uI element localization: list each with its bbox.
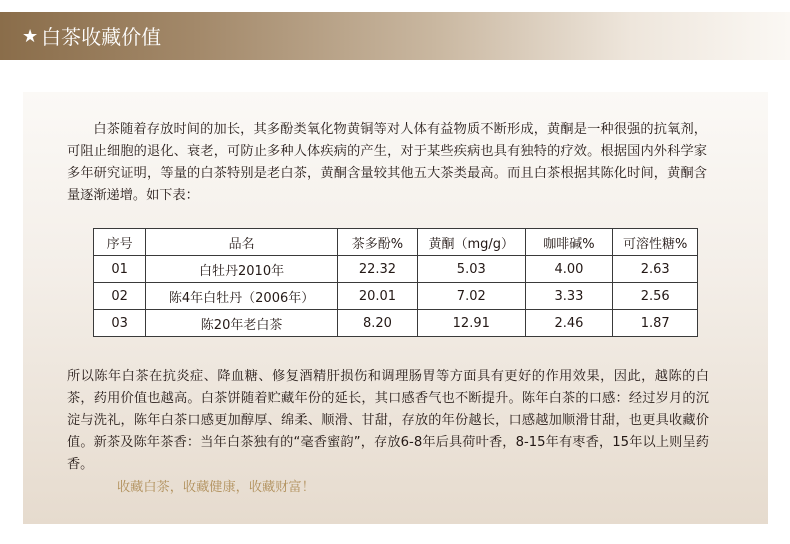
intro-paragraph: 白茶随着存放时间的加长，其多酚类氧化物黄铜等对人体有益物质不断形成，黄酮是一种很强的抗氧剂，可阻止细胞的退化、衰老，可防止多种人体疾病的产生，对于某些疾病也具有独特的疗效。根据国内外科学家多年研究证明，等量的白茶特别是老白茶，黄酮含量较其他五大茶类最高。而且白茶根据其陈化时间，黄酮含量逐渐递增。如下表： bbox=[67, 122, 707, 203]
table-cell: 8.20 bbox=[337, 310, 417, 337]
column-header: 序号 bbox=[94, 229, 146, 256]
table-cell: 陈20年老白茶 bbox=[146, 310, 338, 337]
table-cell: 5.03 bbox=[418, 256, 525, 283]
table-cell: 02 bbox=[94, 283, 146, 310]
body-paragraph: 所以陈年白茶在抗炎症、降血糖、修复酒精肝损伤和调理肠胃等方面具有更好的作用效果，因此，越陈的白茶，药用价值也越高。白茶饼随着贮藏年份的延长，其口感香气也不断提升。陈年白茶的口感：经过岁月的沉淀与洗礼，陈年白茶口感更加醇厚、绵柔、顺滑、甘甜，存放的年份越长，口感越加顺滑甘甜，也更具收藏价值。新茶及陈年茶香：当年白茶独有的“毫香蜜韵”，存放6-8年后具荷叶香，8-15年有枣香，15年以上则呈药香。 bbox=[67, 369, 709, 472]
star-icon: ★ bbox=[22, 26, 39, 47]
table-cell: 03 bbox=[94, 310, 146, 337]
table-row bbox=[94, 283, 698, 310]
table-row bbox=[94, 310, 698, 337]
page-title: 白茶收藏价值 bbox=[41, 25, 162, 49]
column-header: 品名 bbox=[146, 229, 338, 256]
table-cell: 7.02 bbox=[418, 283, 525, 310]
column-header: 茶多酚% bbox=[337, 229, 417, 256]
table-cell: 3.33 bbox=[525, 283, 613, 310]
table-cell: 20.01 bbox=[337, 283, 417, 310]
table-cell: 01 bbox=[94, 256, 146, 283]
section-header bbox=[0, 12, 790, 60]
column-header: 可溶性糖% bbox=[613, 229, 698, 256]
table-header-row bbox=[94, 229, 698, 256]
table-cell: 4.00 bbox=[525, 256, 613, 283]
column-header: 咖啡碱% bbox=[525, 229, 613, 256]
table-cell: 12.91 bbox=[418, 310, 525, 337]
slogan-text: 收藏白茶，收藏健康，收藏财富！ bbox=[117, 480, 315, 495]
table-cell: 2.56 bbox=[613, 283, 698, 310]
composition-table bbox=[93, 228, 698, 337]
table-cell: 陈4年白牡丹（2006年） bbox=[146, 283, 338, 310]
header-title-group bbox=[22, 23, 161, 51]
table-cell: 2.46 bbox=[525, 310, 613, 337]
table-cell: 2.63 bbox=[613, 256, 698, 283]
table-cell: 1.87 bbox=[613, 310, 698, 337]
table-row bbox=[94, 256, 698, 283]
table-cell: 白牡丹2010年 bbox=[146, 256, 338, 283]
column-header: 黄酮（mg/g） bbox=[418, 229, 525, 256]
table-cell: 22.32 bbox=[337, 256, 417, 283]
